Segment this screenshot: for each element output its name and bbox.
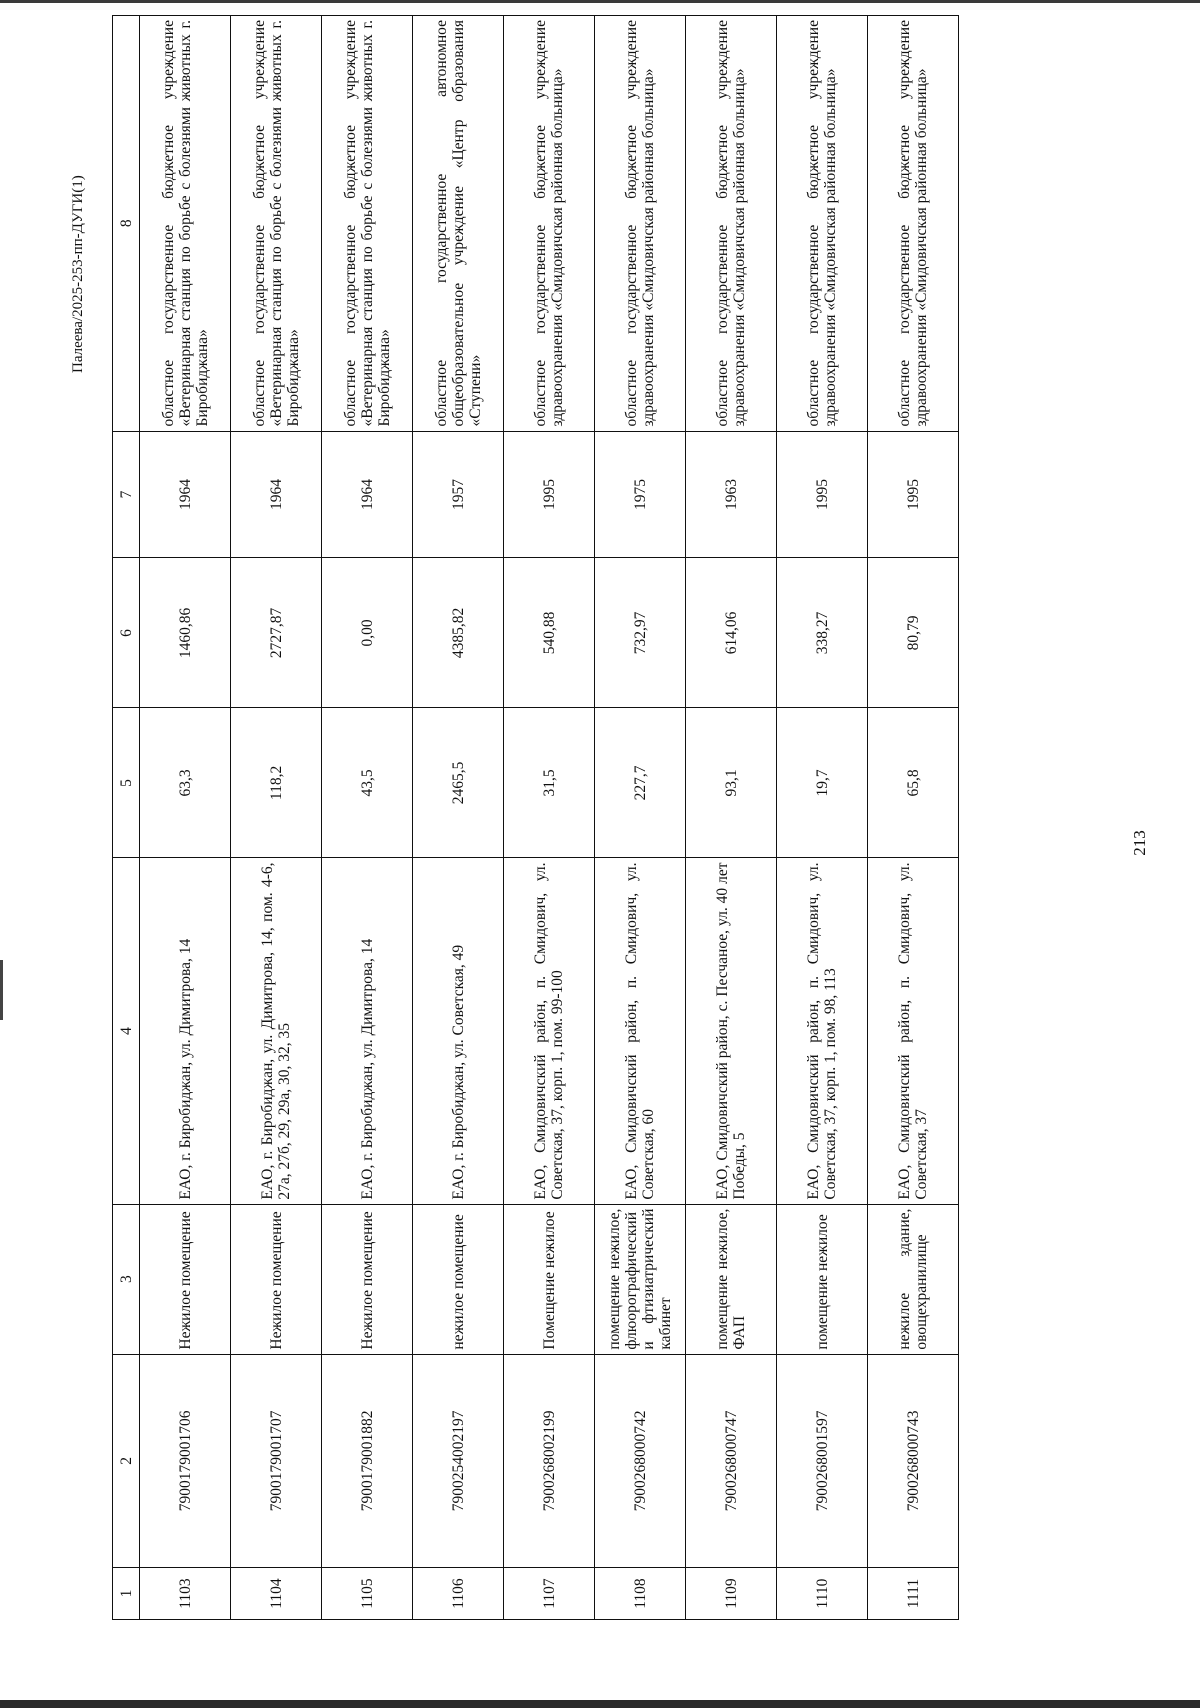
table-row [777,16,868,1620]
object-area: 31,5 [504,708,595,858]
object-cost: 338,27 [777,558,868,708]
property-register-table [112,15,959,1620]
rights-holder: областное государственное бюджетное учреждение здравоохранения «Смидовичская районная больница» [686,16,777,432]
page-number: 213 [1130,830,1149,856]
row-number: 1103 [140,1568,231,1620]
registry-code: 7900179001707 [231,1354,322,1567]
object-cost: 0,00 [322,558,413,708]
rights-holder: областное государственное бюджетное учреждение «Ветеринарная станция по борьбе с болезнями животных г. Биробиджана» [322,16,413,432]
column-header: 8 [113,16,140,432]
table-row [595,16,686,1620]
registry-code: 7900254002197 [413,1354,504,1567]
object-year: 1975 [595,431,686,558]
object-year: 1995 [868,431,959,558]
table-row [504,16,595,1620]
object-year: 1964 [140,431,231,558]
object-cost: 80,79 [868,558,959,708]
object-address: ЕАО, Смидовичский район, п. Смидович, ул. Советская, 60 [595,858,686,1204]
object-cost: 1460,86 [140,558,231,708]
column-header: 5 [113,708,140,858]
table-row [413,16,504,1620]
object-area: 65,8 [868,708,959,858]
object-year: 1995 [777,431,868,558]
row-number: 1110 [777,1568,868,1620]
registry-code: 7900268000743 [868,1354,959,1567]
row-number: 1111 [868,1568,959,1620]
column-header: 6 [113,558,140,708]
object-year: 1964 [231,431,322,558]
row-number: 1104 [231,1568,322,1620]
object-year: 1995 [504,431,595,558]
rights-holder: областное государственное бюджетное учреждение «Ветеринарная станция по борьбе с болезнями животных г. Биробиджана» [231,16,322,432]
object-year: 1964 [322,431,413,558]
object-address: ЕАО, г. Биробиджан, ул. Димитрова, 14 [140,858,231,1204]
registry-code: 7900268000742 [595,1354,686,1567]
column-header: 7 [113,431,140,558]
document-reference: Палеева/2025-253-пп-ДУГИ(1) [70,175,86,373]
registry-code: 7900268002199 [504,1354,595,1567]
object-cost: 732,97 [595,558,686,708]
row-number: 1109 [686,1568,777,1620]
table-row [686,16,777,1620]
object-cost: 4385,82 [413,558,504,708]
object-cost: 614,06 [686,558,777,708]
object-cost: 540,88 [504,558,595,708]
object-name: помещение нежилое [777,1204,868,1354]
registry-code: 7900179001882 [322,1354,413,1567]
registry-code: 7900268001597 [777,1354,868,1567]
object-area: 2465,5 [413,708,504,858]
registry-code: 7900179001706 [140,1354,231,1567]
table-header-row [113,16,140,1620]
row-number: 1108 [595,1568,686,1620]
object-address: ЕАО, Смидовичский район, п. Смидович, ул. Советская, 37 [868,858,959,1204]
rights-holder: областное государственное бюджетное учреждение здравоохранения «Смидовичская районная больница» [504,16,595,432]
object-address: ЕАО, Смидовичский район, п. Смидович, ул. Советская, 37, корп. 1, пом. 98, 113 [777,858,868,1204]
table-row [140,16,231,1620]
rights-holder: областное государственное автономное общеобразовательное учреждение «Центр образования «Ступени» [413,16,504,432]
object-cost: 2727,87 [231,558,322,708]
object-address: ЕАО, Смидовичский район, п. Смидович, ул. Советская, 37, корп. 1, пом. 99-100 [504,858,595,1204]
object-name: нежилое помещение [413,1204,504,1354]
object-area: 118,2 [231,708,322,858]
object-year: 1957 [413,431,504,558]
column-header: 2 [113,1354,140,1567]
object-address: ЕАО, г. Биробиджан, ул. Димитрова, 14, пом. 4-6, 27а, 27б, 29, 29а, 30, 32, 35 [231,858,322,1204]
column-header: 3 [113,1204,140,1354]
object-area: 93,1 [686,708,777,858]
registry-code: 7900268000747 [686,1354,777,1567]
object-area: 63,3 [140,708,231,858]
object-name: нежилое здание, овощехранилище [868,1204,959,1354]
object-name: Нежилое помещение [140,1204,231,1354]
column-header: 1 [113,1568,140,1620]
object-area: 19,7 [777,708,868,858]
object-name: Нежилое помещение [322,1204,413,1354]
rights-holder: областное государственное бюджетное учреждение «Ветеринарная станция по борьбе с болезнями животных г. Биробиджана» [140,16,231,432]
object-address: ЕАО, г. Биробиджан, ул. Советская, 49 [413,858,504,1204]
object-name: помещение нежилое, ФАП [686,1204,777,1354]
object-address: ЕАО, Смидовичский район, с. Песчаное, ул. 40 лет Победы, 5 [686,858,777,1204]
table-row [322,16,413,1620]
object-name: Нежилое помещение [231,1204,322,1354]
object-name: помещение нежилое, флюорографический и фтизиатрический кабинет [595,1204,686,1354]
row-number: 1106 [413,1568,504,1620]
rights-holder: областное государственное бюджетное учреждение здравоохранения «Смидовичская районная больница» [868,16,959,432]
object-year: 1963 [686,431,777,558]
row-number: 1107 [504,1568,595,1620]
row-number: 1105 [322,1568,413,1620]
object-area: 227,7 [595,708,686,858]
object-name: Помещение нежилое [504,1204,595,1354]
rights-holder: областное государственное бюджетное учреждение здравоохранения «Смидовичская районная больница» [595,16,686,432]
rights-holder: областное государственное бюджетное учреждение здравоохранения «Смидовичская районная больница» [777,16,868,432]
table-row [231,16,322,1620]
object-address: ЕАО, г. Биробиджан, ул. Димитрова, 14 [322,858,413,1204]
table-row [868,16,959,1620]
column-header: 4 [113,858,140,1204]
object-area: 43,5 [322,708,413,858]
